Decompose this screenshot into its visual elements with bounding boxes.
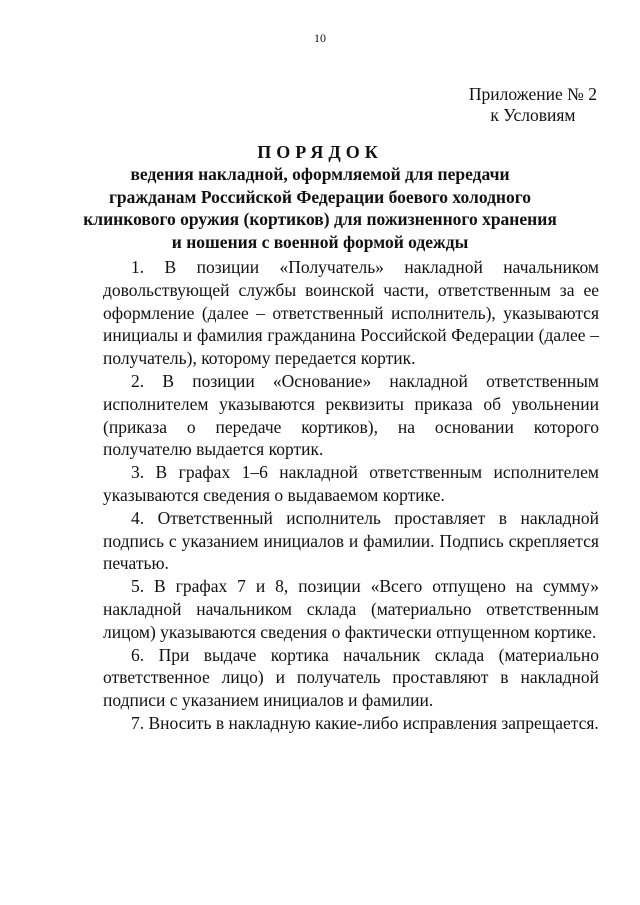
document-subtitle — [0, 163, 640, 253]
paragraph-5: 5. В графах 7 и 8, позиции «Всего отпущено на сумму» накладной начальником склада (материально ответственным лицом) указываются сведения о фактически отпущенном кортике. — [103, 576, 599, 642]
document-body — [103, 256, 599, 735]
subtitle-line-3: клинкового оружия (кортиков) для пожизненного хранения — [83, 209, 557, 229]
appendix-reference — [469, 84, 597, 126]
appendix-line-2: к Условиям — [490, 105, 576, 125]
subtitle-line-1: ведения накладной, оформляемой для передачи — [130, 164, 510, 184]
page-number: 10 — [314, 31, 326, 45]
paragraph-2: 2. В позиции «Основание» накладной ответственным исполнителем указываются реквизиты приказа об увольнении (приказа о передаче кортиков), на основании которого получателю выдается кортик. — [103, 370, 599, 460]
paragraph-1: 1. В позиции «Получатель» накладной начальником довольствующей службы воинской части, ответственным за ее оформление (далее – ответственный исполнитель), указываются инициалы и фамилия гражданина Российской Федерации (далее – получатель), которому передается кортик. — [103, 257, 599, 369]
paragraph-3: 3. В графах 1–6 накладной ответственным исполнителем указываются сведения о выдаваемом кортике. — [103, 462, 599, 505]
paragraph-7: 7. Вносить в накладную какие-либо исправления запрещается. — [131, 712, 599, 733]
paragraph-4: 4. Ответственный исполнитель проставляет в накладной подпись с указанием инициалов и фамилии. Подпись скрепляется печатью. — [103, 507, 599, 574]
subtitle-line-4: и ношения с военной формой одежды — [171, 231, 469, 252]
appendix-line-1: Приложение № 2 — [468, 84, 597, 104]
paragraph-6: 6. При выдаче кортика начальник склада (материально ответственное лицо) и получатель проставляют в накладной подписи с указанием инициалов и фамилии. — [103, 644, 599, 711]
subtitle-line-2: гражданам Российской Федерации боевого холодного — [108, 186, 532, 207]
document-title: ПОРЯДОК — [257, 142, 383, 162]
document-heading — [0, 141, 640, 253]
